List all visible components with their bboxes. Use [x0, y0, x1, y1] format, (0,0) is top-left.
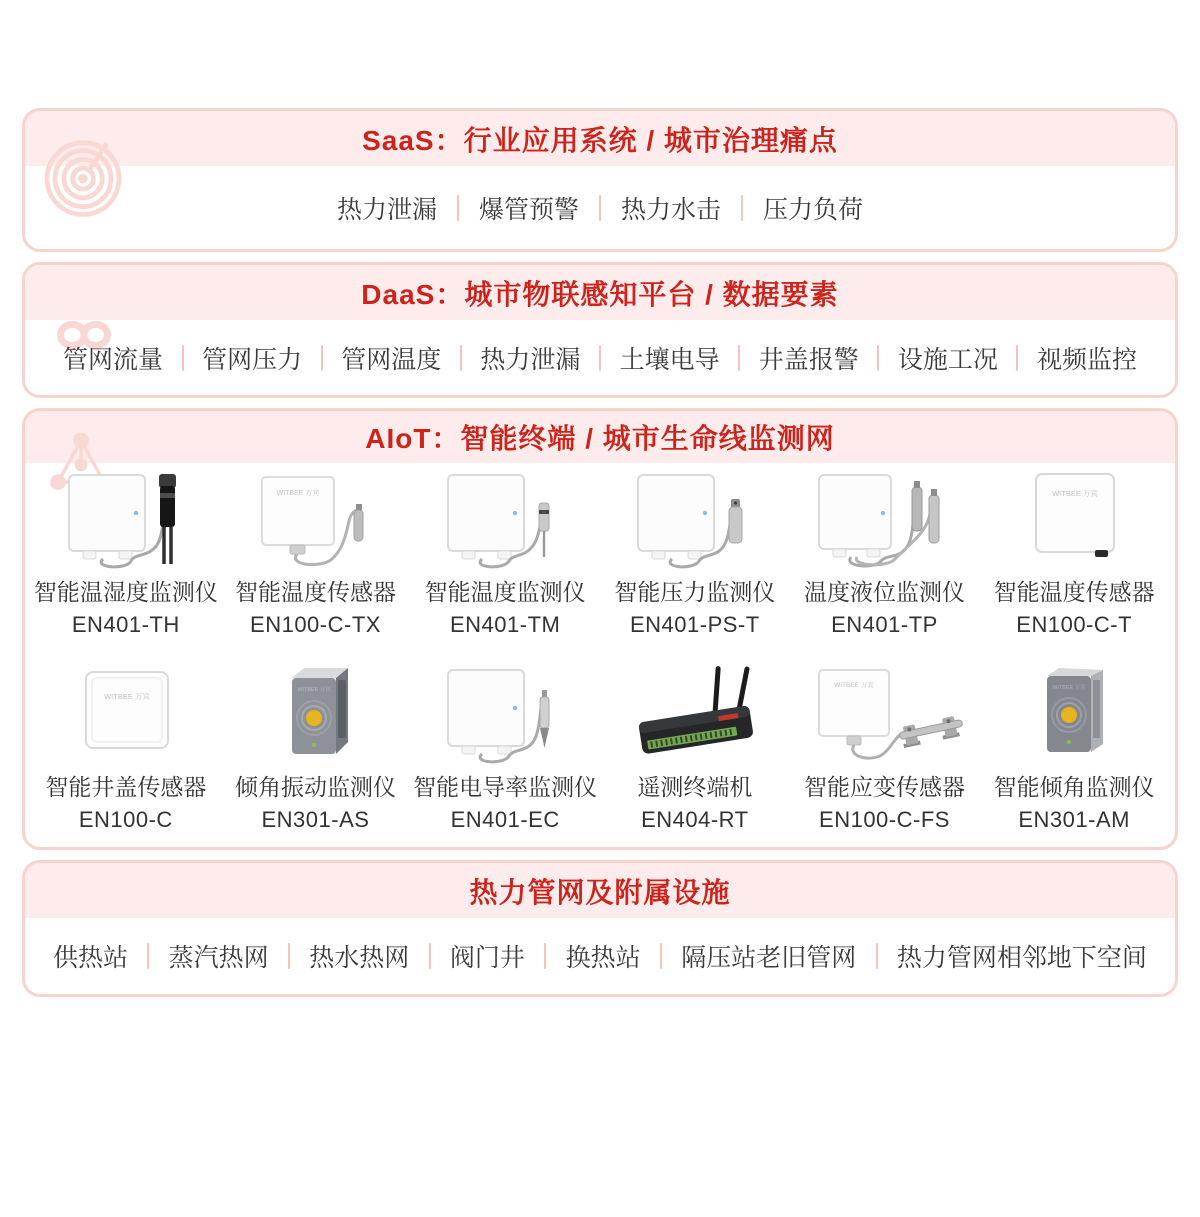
- device-model: EN100-C-TX: [250, 612, 381, 637]
- device-name: 智能温度传感器: [234, 579, 396, 605]
- daas-item: 管网温度: [341, 345, 442, 374]
- daas-item: 设施工况: [897, 345, 998, 374]
- device-name: 智能应变传感器: [803, 774, 965, 800]
- infra-item: 供热站: [53, 944, 129, 972]
- device-name: 智能温度监测仪: [424, 579, 586, 605]
- item-separator: [741, 195, 743, 221]
- device-image-pressure-transducer-monitor: [602, 469, 788, 569]
- daas-item: 视频监控: [1036, 345, 1137, 374]
- item-separator: [321, 345, 323, 371]
- device-caption: [235, 569, 396, 640]
- device-model: EN301-AS: [261, 807, 370, 832]
- device-caption: [637, 764, 752, 835]
- saas-card: [22, 108, 1178, 252]
- saas-title: SaaS：行业应用系统 / 城市治理痛点: [362, 124, 838, 156]
- device-model: EN100-C-T: [1016, 612, 1133, 637]
- device-name: 智能温度传感器: [993, 579, 1155, 605]
- device-card: [221, 664, 411, 835]
- device-caption: [994, 569, 1155, 640]
- device-model: EN404-RT: [641, 807, 749, 832]
- layer-stack: [22, 108, 1178, 997]
- daas-title: DaaS：城市物联感知平台 / 数据要素: [361, 278, 839, 310]
- infra-item: 换热站: [565, 944, 641, 972]
- svg-text:WITBEE 万宾: WITBEE 万宾: [1052, 685, 1086, 691]
- device-caption: [34, 569, 218, 640]
- svg-text:WITBEE 万宾: WITBEE 万宾: [1052, 489, 1099, 498]
- saas-item: 热力泄漏: [336, 195, 437, 224]
- device-caption: [614, 569, 775, 640]
- device-card: [410, 664, 600, 835]
- device-card: [600, 469, 790, 640]
- infra-item: 热水热网: [309, 944, 410, 972]
- daas-card: [22, 262, 1178, 398]
- device-caption: [413, 764, 597, 835]
- device-name: 温度液位监测仪: [803, 579, 965, 605]
- item-separator: [877, 345, 879, 371]
- device-name: 遥测终端机: [637, 774, 753, 800]
- svg-text:WITBEE 万宾: WITBEE 万宾: [277, 490, 320, 497]
- device-card: [600, 664, 790, 835]
- item-separator: [599, 345, 601, 371]
- device-model: EN401-TP: [831, 612, 938, 637]
- device-image-telemetry-terminal-router: [602, 664, 788, 764]
- item-separator: [288, 943, 290, 969]
- item-separator: [876, 943, 878, 969]
- device-name: 智能井盖传感器: [45, 774, 207, 800]
- device-name: 智能压力监测仪: [614, 579, 776, 605]
- infra-item: 热力管网相邻地下空间: [896, 944, 1147, 972]
- device-card: [31, 469, 221, 640]
- device-image-manhole-cover-sensor: [33, 664, 219, 764]
- device-image-strain-sensor-bracket: [791, 664, 977, 764]
- infra-item: 蒸汽热网: [168, 944, 269, 972]
- device-caption: [804, 764, 965, 835]
- saas-item: 压力负荷: [763, 195, 864, 224]
- saas-item-row: [25, 166, 1175, 249]
- device-image-soil-probe-monitor: [33, 469, 219, 569]
- infra-item: 隔压站老旧管网: [681, 944, 857, 972]
- device-model: EN401-TH: [71, 612, 180, 637]
- item-separator: [460, 345, 462, 371]
- svg-text:WITBEE 万宾: WITBEE 万宾: [103, 692, 150, 701]
- infra-header-band: [25, 863, 1175, 918]
- daas-item: 井盖报警: [758, 345, 859, 374]
- infra-title: 热力管网及附属设施: [469, 876, 731, 908]
- device-name: 智能温湿度监测仪: [33, 579, 218, 605]
- device-name: 智能倾角监测仪: [993, 774, 1155, 800]
- device-caption: [804, 569, 965, 640]
- device-image-conductivity-pen-monitor: [412, 664, 598, 764]
- device-image-panel-pin-sensor: [222, 469, 408, 569]
- daas-item: 热力泄漏: [480, 345, 581, 374]
- device-card: [790, 469, 980, 640]
- device-name: 倾角振动监测仪: [234, 774, 396, 800]
- saas-item: 爆管预警: [478, 195, 579, 224]
- device-name: 智能电导率监测仪: [413, 774, 598, 800]
- device-model: EN401-PS-T: [629, 612, 760, 637]
- item-separator: [429, 943, 431, 969]
- device-image-tilt-vibration-monitor: [222, 664, 408, 764]
- daas-item: 土壤电导: [619, 345, 720, 374]
- aiot-card: [22, 408, 1178, 850]
- aiot-header-band: [25, 411, 1175, 463]
- item-separator: [147, 943, 149, 969]
- device-model: EN401-TM: [449, 612, 561, 637]
- infra-card: [22, 860, 1178, 997]
- device-card: [979, 469, 1169, 640]
- device-image-tilt-angle-monitor: [981, 664, 1167, 764]
- daas-item-row: [25, 320, 1175, 395]
- device-row-2: [31, 664, 1169, 835]
- item-separator: [182, 345, 184, 371]
- device-card: [221, 469, 411, 640]
- device-row-1: [31, 469, 1169, 640]
- saas-header-band: [25, 111, 1175, 166]
- daas-item: 管网压力: [202, 345, 303, 374]
- infra-item: 阀门井: [449, 944, 525, 972]
- saas-item: 热力水击: [621, 195, 722, 224]
- device-image-plain-sensor-box: [981, 469, 1167, 569]
- device-card: [410, 469, 600, 640]
- device-model: EN100-C: [78, 807, 173, 832]
- svg-text:WITBEE 万宾: WITBEE 万宾: [834, 682, 875, 689]
- device-model: EN401-EC: [450, 807, 560, 832]
- item-separator: [457, 195, 459, 221]
- item-separator: [1016, 345, 1018, 371]
- daas-header-band: [25, 265, 1175, 320]
- device-image-dual-probe-monitor: [791, 469, 977, 569]
- device-model: EN301-AM: [1018, 807, 1130, 832]
- item-separator: [544, 943, 546, 969]
- daas-item: 管网流量: [63, 345, 164, 374]
- infra-item-row: [25, 918, 1175, 994]
- device-card: [31, 664, 221, 835]
- device-model: EN100-C-FS: [819, 807, 950, 832]
- item-separator: [599, 195, 601, 221]
- device-card: [979, 664, 1169, 835]
- aiot-title: AIoT：智能终端 / 城市生命线监测网: [365, 423, 835, 454]
- aiot-device-area: [25, 463, 1175, 849]
- device-caption: [425, 569, 586, 640]
- device-caption: [235, 764, 396, 835]
- item-separator: [660, 943, 662, 969]
- device-card: [790, 664, 980, 835]
- device-image-temp-probe-monitor: [412, 469, 598, 569]
- device-caption: [45, 764, 206, 835]
- svg-text:WITBEE 万宾: WITBEE 万宾: [297, 687, 332, 693]
- device-caption: [994, 764, 1155, 835]
- item-separator: [738, 345, 740, 371]
